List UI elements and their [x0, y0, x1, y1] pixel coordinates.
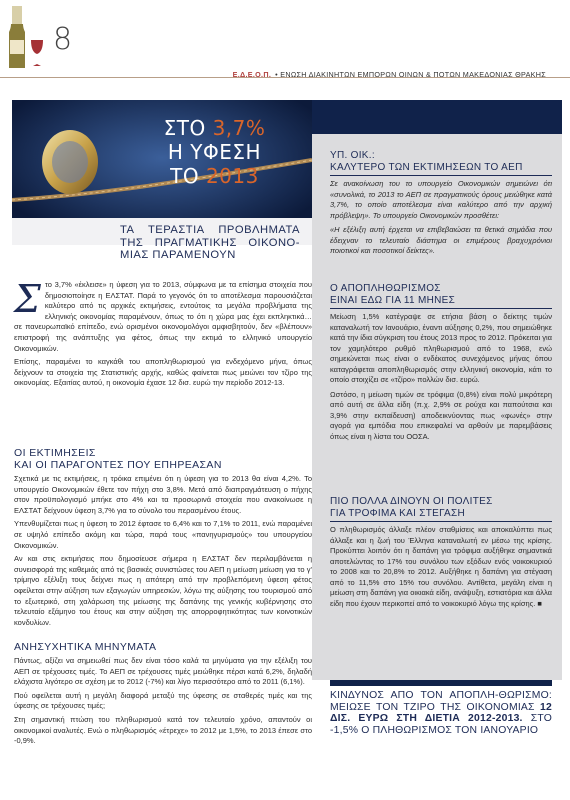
- wine-bottle-icon: [6, 6, 46, 70]
- paragraph: το 3,7% «έκλεισε» η ύφεση για το 2013, σύμφωνα με τα επίσημα στοιχεία που δημοσιοποίησε η ΕΛΣΤΑΤ. Παρά το γεγονός ότι το αποτέλεσμα παρουσιάζεται καλύτερο από τις αρχικές εκτιμήσεις, εντούτοις τα μεγάλα προβλήματα της ελληνικής οικονομίας παραμένουν, όπως το ότι η χώρα μας έχει εκπληκτικά… σε πανευρωπαϊκό επίπεδο, ενώ ορισμένοι οικονομολόγοι αμφισβητούν, δεν «βλέπουν» επιστροφή της ανάπτυξης για φέτος, όπως την εκτιμά το ελληνικό υπουργείο Οικονομικών.: [14, 280, 312, 353]
- title-year: 2013: [205, 164, 259, 188]
- paragraph: Μείωση 1,5% κατέγραψε σε ετήσια βάση ο δείκτης τιμών καταναλωτή τον Ιανουάριο, έναντι αύξησης 0,2%, που σημειώθηκε κατά την ίδια σύγκριση του έτους 2013 προς το 2012. Πρόκειται για τον χαμηλότερο ρυθμό πληθωρισμού από το 1968, ενώ σημειώνεται πως είναι ο ενδέκατος συνεχόμενος μήνας όπου καταγράφεται αποπληθωρισμός στην ελληνική οικονομία, κάτι το οποίο στοιχίζει σε «τζίρο» πολλών δισ. ευρώ.: [330, 312, 552, 384]
- publisher-name: • ΕΝΩΣΗ ΔΙΑΚΙΝΗΤΩΝ ΕΜΠΟΡΩΝ ΟΙΝΩΝ & ΠΟΤΩΝ ΜΑΚΕΔΟΝΙΑΣ ΘΡΑΚΗΣ: [275, 70, 546, 79]
- article-title: [127, 116, 302, 188]
- article-body-warnings: [14, 656, 312, 750]
- publisher-brand: Ε.Δ.Ε.Ο.Π.: [232, 70, 272, 79]
- pull-quote: ΚΙΝΔΥΝΟΣ ΑΠΟ ΤΟΝ ΑΠΟΠΛΗ-ΘΩΡΙΣΜΟ: ΜΕΙΩΣΕ ΤΟΝ ΤΖΙΡΟ ΤΗΣ ΟΙΚΟΝΟΜΙΑΣ 12 ΔΙΣ. ΕΥΡΩ ΣΤΗ ΔΙΕΤΙΑ 2012-2013. ΣΤΟ -1,5% Ο ΠΛΗΘΩΡΙΣΜΟΣ ΤΟΝ ΙΑΝΟΥΑΡΙΟ: [330, 690, 552, 736]
- paragraph: Στη σημαντική πτώση του πληθωρισμού κατά τον τελευταίο χρόνο, απαντούν οι οικονομικοί αναλυτές. Ενώ ο πληθωρισμός «έτρεχε» το 2012 με 1,5%, το 2013 έπεσε στο -0,9%.: [14, 714, 312, 746]
- sidebar-divider: [330, 308, 552, 309]
- article-subtitle: ΤΑ ΤΕΡΑΣΤΙΑ ΠΡΟΒΛΗΜΑΤΑ ΤΗΣ ΠΡΑΓΜΑΤΙΚΗΣ ΟΙΚΟΝΟ-ΜΙΑΣ ΠΑΡΑΜΕΝΟΥΝ: [120, 224, 300, 261]
- title-line-3: ΤΟ: [170, 164, 206, 188]
- sidebar-heading: ΥΠ. ΟΙΚ.: ΚΑΛΥΤΕΡΟ ΤΩΝ ΕΚΤΙΜΗΣΕΩΝ ΤΟ ΑΕΠ: [330, 150, 523, 173]
- sidebar-section-2: [330, 312, 552, 442]
- article-body-intro: [14, 277, 312, 392]
- sidebar-heading: Ο ΑΠΟΠΛΗΘΩΡΙΣΜΟΣ ΕΙΝΑΙ ΕΔΩ ΓΙΑ 11 ΜΗΝΕΣ: [330, 283, 456, 306]
- article-body-estimates: [14, 474, 312, 631]
- sidebar-divider: [330, 175, 552, 176]
- paragraph: Αν και στις εκτιμήσεις που δημοσίευσε σήμερα η ΕΛΣΤΑΤ δεν περιλαμβάνεται η συνεισφορά της καθεμιάς από τις βασικές συνιστώσες του ΑΕΠ η μείωση μείωση για το γ' τρίμηνο εξέλιξη τους δείχνει πως η απότερη από την προβλεπόμενη ύφεση φέτος οφείλεται στην αύξηση των εξαγωγών υπηρεσιών, λόγω της αύξησης του τουρισμού από το εξωτερικό, στη χαλάρωση της μείωσης της δαπάνης της γενικής κυβέρνησης στο τελευταίο εξάμηνο του έτους και στην αύξηση της απορροφητικότητας των κοινοτικών κονδυλίων.: [14, 554, 312, 627]
- sidebar-section-3: [330, 525, 552, 609]
- paragraph: Ωστόσο, η μείωση τιμών σε τρόφιμα (0,8%) είναι πολύ μικρότερη από αυτή σε άλλα είδη (π.χ. 2,9% σε ρούχα και παπούτσια και 3,9% στην εκπαίδευση) αποδεικνύοντας πως «φωνές» στην αγορά για εμπόδια που επικεφαλεί να αρθούν με παρεμβάσεις όπως είναι η λίστα του ΟΟΣΑ.: [330, 389, 552, 441]
- sidebar-heading: ΠΙΟ ΠΟΛΛΑ ΔΙΝΟΥΝ ΟΙ ΠΟΛΙΤΕΣ ΓΙΑ ΤΡΟΦΙΜΑ ΚΑΙ ΣΤΕΓΑΣΗ: [330, 496, 493, 519]
- paragraph: Υπενθυμίζεται πως η ύφεση το 2012 έφτασε το 6,4% και το 7,1% το 2011, ενώ παραμένει σε υψηλό επίπεδο ακόμη και τώρα, παρά τους «πανηγυρισμούς» του υπουργείου Οικονομικών.: [14, 519, 312, 550]
- page-number: 8: [53, 22, 72, 57]
- paragraph: Πού οφείλεται αυτή η μεγάλη διαφορά μεταξύ της ύφεσης σε σταθερές τιμές και της ύφεσης σε τρέχουσες τιμές;: [14, 690, 312, 711]
- section-heading: ΑΝΗΣΥΧΗΤΙΚΑ ΜΗΝΥΜΑΤΑ: [14, 641, 157, 653]
- sidebar-divider: [330, 521, 552, 522]
- title-line-1: ΣΤΟ: [163, 116, 213, 140]
- paragraph: Πάντως, αξίζει να σημειωθεί πως δεν είναι τόσο καλά τα μηνύματα για την εξέλιξη του ΑΕΠ σε τρέχουσες τιμές. Το ΑΕΠ σε τρέχουσες τιμές μειώθηκε πέρσι κατά 6,2%, δηλαδή ελάχιστα λιγότερο σε σχέση με το 2012 (-7%) και λίγο περισσότερο από το 2011 (6,1%).: [14, 656, 312, 687]
- publisher-tagline: [233, 70, 546, 79]
- header-band: [312, 100, 562, 134]
- paragraph: Σε ανακοίνωση του το υπουργείο Οικονομικών σημειώνει ότι «συνολικά, το 2013 το ΑΕΠ σε πραγματικούς όρους μειώθηκε κατά 3,7%, το οποίο αποτέλεσμα είναι καλύτερο από την αρχική πρόβλεψη». Το υπουργείο Οικονομικών προσθέτει:: [330, 179, 552, 220]
- paragraph: Ο πληθωρισμός άλλαξε πλέον σταθμίσεις και αποκαλύπτει πως άλλαξε και η ζωή του Έλληνα καταναλωτή εν μέσω της κρίσης. Προκύπτει λοιπόν ότι η δαπάνη για τρόφιμα αυξήθηκε σημαντικά αποτελώντας το 17% του συνόλου των εξόδων ενός νοικοκυριού το 2008 και το 20,8% το 2012. Αυξήθηκε η δαπάνη για στέγαση από το 11,5% στο 15% του συνόλου. Αντίθετα, μεγάλη είναι η μείωση στη δαπάνη για οικιακά είδη, ανάψυξη, εστιατόρια και άλλα είδη που έχουν περικοπεί από το νοικοκυριό λόγω της κρίσης. ■: [330, 525, 552, 608]
- paragraph: Επίσης, παραμένει το καγκάθι του αποπληθωρισμού για ενδεχόμενο μήνα, όπως δείχνουν τα στοιχεία της Στατιστικής αρχής, καθώς φαίνεται πως μειώνει τον τζίρο της οικονομίας. Εξαιτίας αυτού, η οικονομία έχασε 12 δισ. ευρώ την περίοδο 2012-13.: [14, 357, 312, 388]
- title-percent: 3,7%: [212, 116, 266, 140]
- callout-bar: [330, 680, 552, 686]
- title-line-2: Η ΥΦΕΣΗ: [167, 140, 262, 164]
- drop-cap: Σ: [14, 277, 41, 321]
- paragraph: Σχετικά με τις εκτιμήσεις, η τρόικα επιμένει ότι η ύφεση για το 2013 θα είναι 4,2%. Το υπουργείο Οικονομικών έθετε τον πήχη στο 3,8%. Μετά από διαπραγμάτευση ο πήχης στον προϋπολογισμό μπήκε στο 4% και τα προσωρινά στοιχεία που ανακοίνωσε η ΕΛΣΤΑΤ δείχνουν ύφεση 3,7% για το σύνολο του περασμένου έτους.: [14, 474, 312, 515]
- sidebar-section-1: [330, 179, 552, 257]
- section-heading: ΟΙ ΕΚΤΙΜΗΣΕΙΣ ΚΑΙ ΟΙ ΠΑΡΑΓΟΝΤΕΣ ΠΟΥ ΕΠΗΡΕΑΣΑΝ: [14, 447, 222, 471]
- paragraph: «Η εξέλιξη αυτή έρχεται να επιβεβαιώσει τα θετικά σημάδια που έδειχναν το τελευταίο διάστημα οι επιμέρους βραχυχρόνιοι ποιοτικοί και ποσοτικοί δείκτες».: [330, 225, 552, 255]
